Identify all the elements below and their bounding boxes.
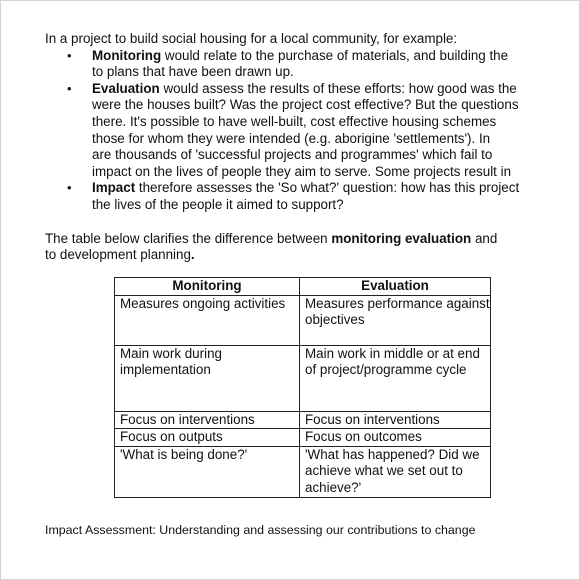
table-row: [115, 411, 491, 429]
bullet-term: Impact: [92, 180, 136, 196]
bullet-text: were the houses built? Was the project cost effective? But the questions: [92, 97, 519, 113]
bullet-impact: [45, 180, 565, 213]
table-cell: Main work in middle or at end of project/programme cycle: [300, 345, 491, 411]
table-row: [115, 429, 491, 447]
table-intro-bold: monitoring evaluation: [331, 230, 472, 246]
bullet-text: the lives of the people it aimed to support?: [92, 196, 344, 212]
bullet-icon: •: [67, 47, 72, 63]
bullet-term: Evaluation: [92, 80, 160, 96]
table-row: [115, 295, 491, 345]
bullet-text: those for whom they were intended (e.g. aborigine 'settlements'). In: [92, 130, 491, 146]
table-cell: Focus on outcomes: [300, 429, 491, 447]
table-row: [115, 446, 491, 497]
bullet-text: therefore assesses the 'So what?' question: how has this project: [135, 180, 520, 196]
table-cell: Focus on interventions: [300, 411, 491, 429]
bullet-text: impact on the lives of people they aim to serve. Some projects result in: [92, 163, 512, 179]
body-text: [45, 31, 565, 264]
table-header-row: [115, 278, 491, 296]
header-evaluation: Evaluation: [300, 278, 491, 296]
table-intro-text: and: [471, 230, 498, 246]
table-intro-text: to development planning: [45, 247, 191, 263]
table-intro-period: .: [190, 247, 195, 263]
bullet-text: there. It's possible to have well-built, cost effective housing schemes: [92, 113, 497, 129]
table-cell: Focus on outputs: [115, 429, 300, 447]
bullet-text: would assess the results of these efforts: how good was the: [159, 80, 517, 96]
table-intro-paragraph: [45, 231, 565, 264]
comparison-table: [114, 277, 491, 498]
bullet-icon: •: [67, 80, 72, 96]
bullet-text: are thousands of 'successful projects and programmes' which fail to: [92, 147, 493, 163]
table-row: [115, 345, 491, 411]
header-monitoring: Monitoring: [115, 278, 300, 296]
table-cell: Focus on interventions: [115, 411, 300, 429]
bullet-monitoring: [45, 48, 565, 81]
table-cell: 'What is being done?': [115, 446, 300, 497]
bullet-evaluation: [45, 81, 565, 181]
table-cell: 'What has happened? Did we achieve what we set out to achieve?': [300, 446, 491, 497]
intro-paragraph: In a project to build social housing for a local community, for example:: [45, 31, 458, 46]
bullet-icon: •: [67, 180, 72, 196]
bullet-text: would relate to the purchase of materials, and building the: [161, 47, 509, 63]
table-cell: Measures ongoing activities: [115, 295, 300, 345]
table-cell: Main work during implementation: [115, 345, 300, 411]
bullet-term: Monitoring: [92, 47, 162, 63]
footer-caption: Impact Assessment: Understanding and assessing our contributions to change: [45, 523, 476, 537]
table-cell: Measures performance against objectives: [300, 295, 491, 345]
bullet-list: [45, 48, 565, 214]
bullet-text: to plans that have been drawn up.: [92, 64, 294, 80]
table-intro-text: The table below clarifies the difference between: [45, 230, 332, 246]
